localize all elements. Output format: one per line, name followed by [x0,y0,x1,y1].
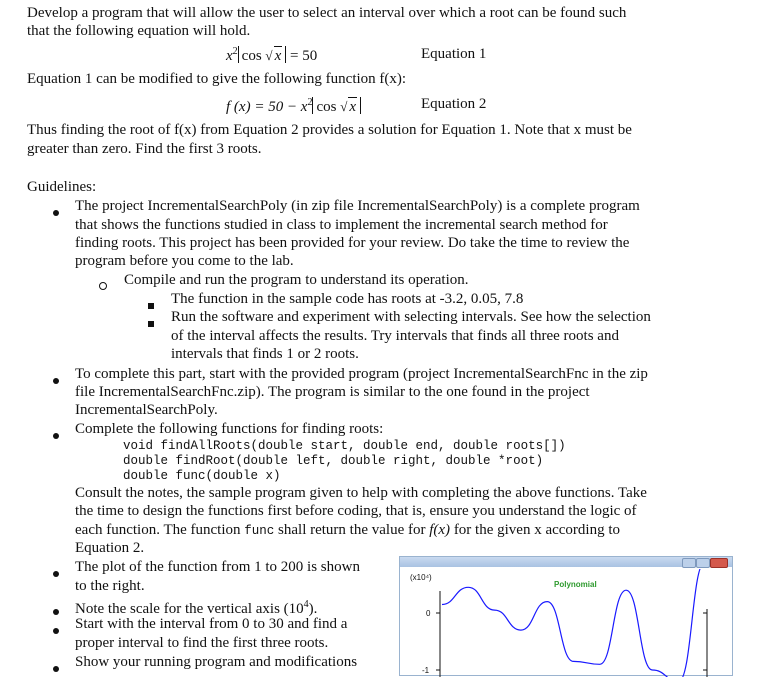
thus-line-2: greater than zero. Find the first 3 roots. [27,141,262,157]
bullet-dot [53,371,59,389]
minimize-icon[interactable] [682,558,696,568]
consult-line-3 [75,521,620,540]
plot-area [404,569,728,675]
consult-func-mid: shall return the value for [274,522,430,538]
thus-line-1: Thus finding the root of f(x) from Equation 2 provides a solution for Equation 1. Note that x must be [27,122,632,138]
modify-line: Equation 1 can be modified to give the following function f(x): [27,71,407,87]
bullet-dot [53,602,59,620]
sub-sub-bullet-2-line-1: Run the software and experiment with selecting intervals. See how the selection [171,309,651,325]
consult-func-fx: f(x) [429,522,451,538]
sub-bullet-circle [99,277,107,295]
bullet-6-line-1: Start with the interval from 0 to 30 and find a [75,616,348,632]
bullet-6-line-2: proper interval to find the first three roots. [75,635,329,651]
bullet-dot [53,564,59,582]
guidelines-heading: Guidelines: [27,179,97,195]
consult-line-3-start: each function. [75,522,160,538]
sub-sub-bullet-2-line-2: of the interval affects the results. Try intervals that finds all three roots and [171,328,619,344]
consult-line-2: the time to design the functions first before coding, that is, ensure you understand the logic of [75,503,637,519]
consult-line-1: Consult the notes, the sample program given to help with completing the above functions. Take [75,485,647,501]
sub-sub-bullet-2-line-3: intervals that finds 1 or 2 roots. [171,346,359,362]
bullet-dot [53,659,59,677]
sub-sub-bullet-1: The function in the sample code has roots at -3.2, 0.05, 7.8 [171,291,524,307]
equation-1: $x^2$ cos √ x = 50 [226,46,318,64]
bullet-dot [53,426,59,444]
bullet-1-line-3: finding roots. This project has been provided for your review. Do take the time to review the [75,235,630,251]
bullet-2-line-2: file IncrementalSearchFnc.zip). The program is similar to the one found in the project [75,384,590,400]
bullet-1-line-1: The project IncrementalSearchPoly (in zip file IncrementalSearchPoly) is a complete program [75,198,640,214]
equation-1-label: Equation 1 [421,46,487,62]
bullet-4-line-2: to the right. [75,578,145,594]
bullet-2-line-3: IncrementalSearchPoly. [75,402,218,418]
plot-title: Polynomial [554,580,597,589]
plot-scale-label: (x10⁴) [410,573,432,582]
bullet-dot [53,621,59,639]
consult-func-code: func [244,524,275,538]
intro-line-2: that the following equation will hold. [27,23,251,39]
equation-1-rhs: = 50 [289,48,318,64]
bullet-5-pre: Note the scale for the vertical axis (10 [75,601,304,617]
sub-bullet-1: Compile and run the program to understand its operation. [124,272,469,288]
intro-line-1: Develop a program that will allow the user to select an interval over which a root can be found such [27,5,627,21]
sub-sub-bullet-square [148,314,154,332]
consult-line-4: Equation 2. [75,540,145,556]
code-line-1: void findAllRoots(double start, double end, double roots[]) [123,439,566,453]
plot-titlebar [400,557,732,567]
bullet-1-line-4: program before you come to the lab. [75,253,294,269]
bullet-1-line-2: that shows the functions studied in class to implement the incremental search method for [75,217,608,233]
plot-chart [404,569,730,677]
maximize-icon[interactable] [696,558,710,568]
bullet-4-line-1: The plot of the function from 1 to 200 is shown [75,559,360,575]
bullet-3: Complete the following functions for finding roots: [75,421,384,437]
plot-window [399,556,733,676]
bullet-7: Show your running program and modifications [75,654,358,670]
code-line-3: double func(double x) [123,469,281,483]
code-line-2: double findRoot(double left, double right, double *root) [123,454,544,468]
plot-y-label-0: 0 [426,609,431,618]
bullet-2-line-1: To complete this part, start with the provided program (project IncrementalSearchFnc in the zip [75,366,648,382]
consult-func-pre: The function [163,522,245,538]
equation-2-label: Equation 2 [421,96,487,112]
equation-2: f $(x) = 50 - x^2$ cos √ x [226,94,361,116]
close-icon[interactable] [710,558,728,568]
bullet-dot [53,203,59,221]
equation-2-lhs: f (x) = 50 − x [226,99,308,115]
plot-y-label-m1: -1 [422,666,430,675]
bullet-5-post: ). [308,601,318,617]
sub-sub-bullet-square [148,296,154,314]
bullet-5-sup: 4 [303,599,309,610]
consult-func-post: for the given x according to [450,522,621,538]
